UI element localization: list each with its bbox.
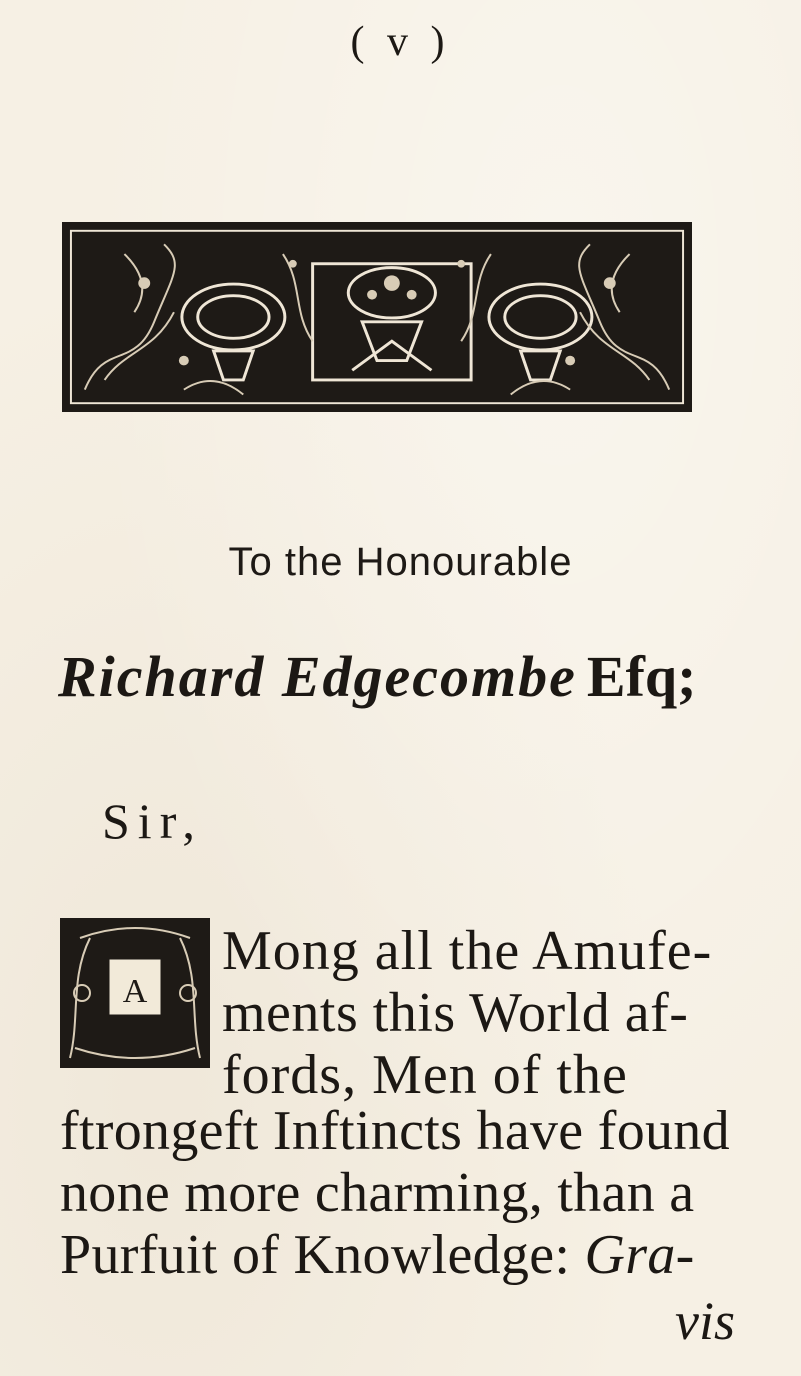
ornamental-dropcap-icon [60, 918, 210, 1068]
dropcap-letter: A [122, 973, 148, 1010]
floral-headpiece-ornament-icon [62, 222, 692, 412]
dedicatee-name-italic: Richard Edgecombe [58, 644, 577, 709]
salutation: Sir, [102, 793, 203, 849]
text-line: Mong all the Amufe- [222, 920, 713, 982]
dedicatee-name [58, 642, 758, 722]
text-line-italic: Gra- [584, 1224, 695, 1286]
page-number: ( v ) [350, 19, 451, 65]
text-line [60, 1224, 695, 1286]
text-line: ftrongeft Inftincts have found [60, 1100, 730, 1162]
text-line-roman: Purfuit of Knowledge: [60, 1224, 585, 1286]
text-line: none more charming, than a [60, 1162, 695, 1224]
dedicatee-suffix: Efq; [586, 644, 697, 709]
text-line: ments this World af- [222, 982, 689, 1044]
catchword: vis [675, 1291, 735, 1351]
text-line: fords, Men of the [222, 1044, 628, 1106]
dedication-line: To the Honourable [228, 540, 573, 584]
